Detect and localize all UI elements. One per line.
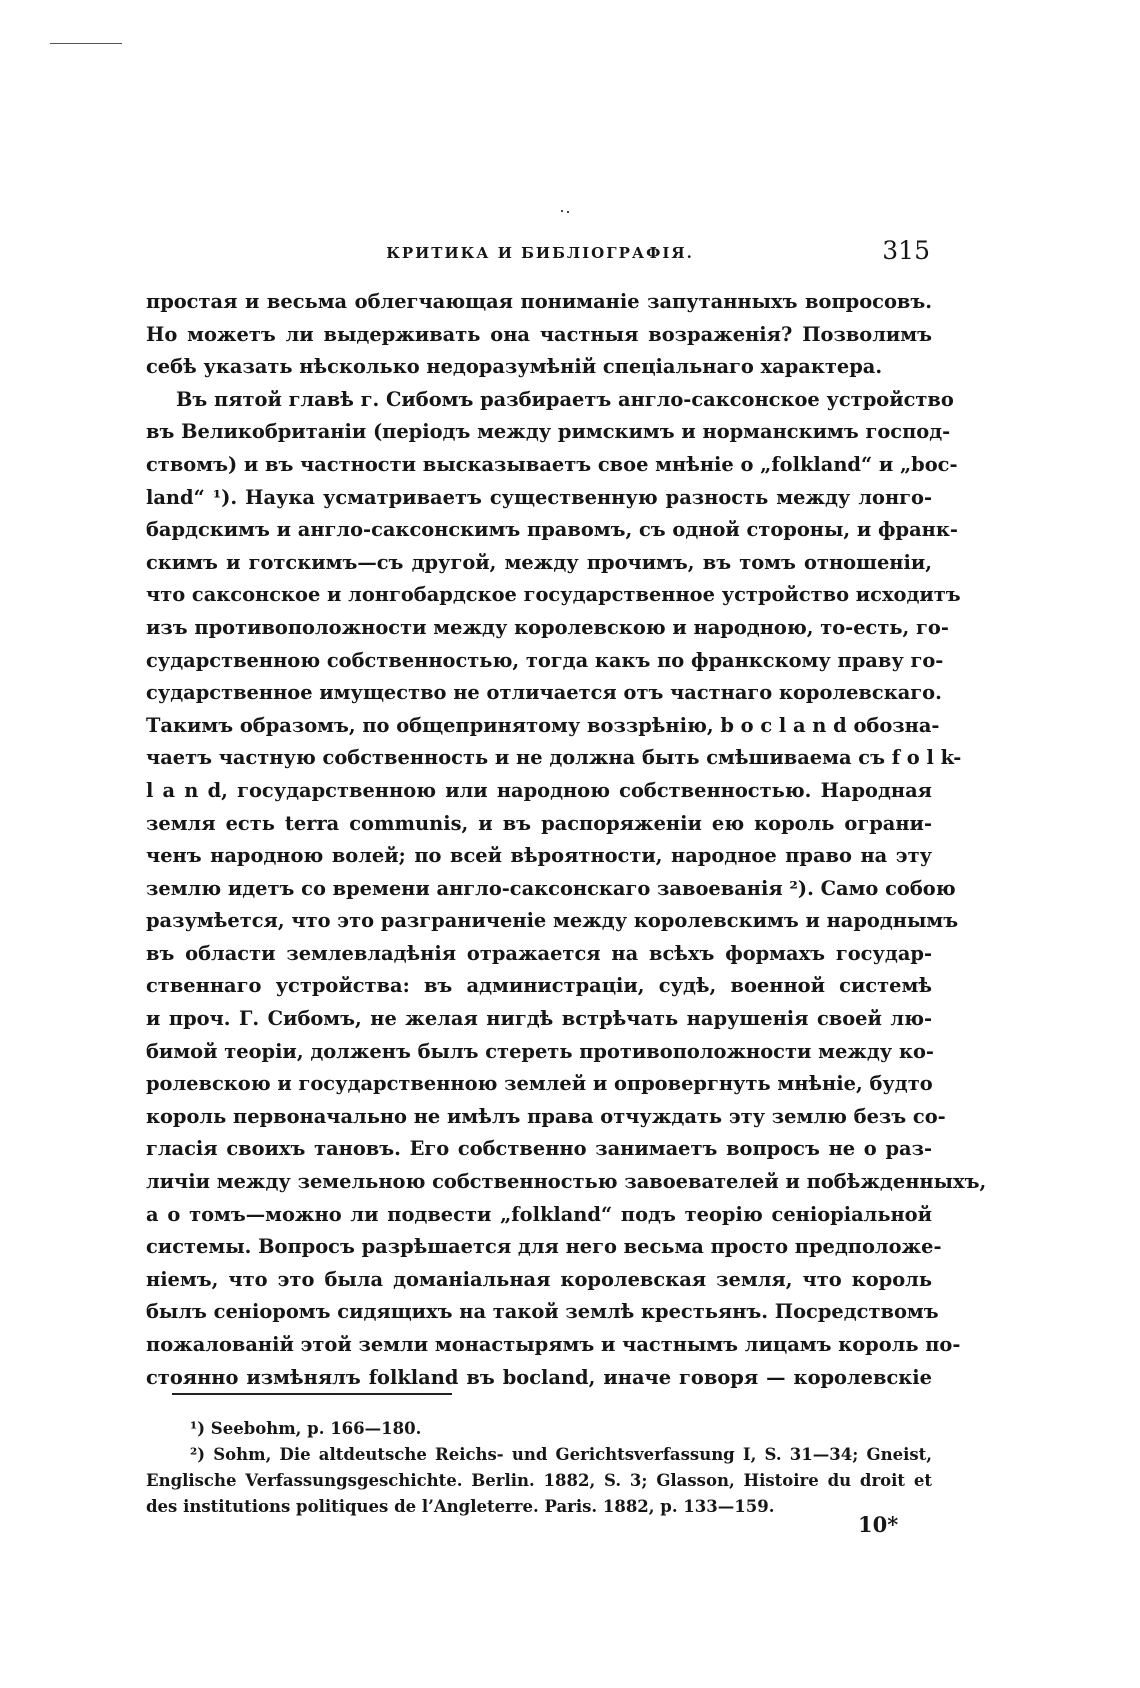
text-line: что саксонское и лонгобардское государственное устройство исходитъ	[146, 583, 961, 607]
running-header	[150, 236, 930, 268]
text-line: изъ противоположности между королевскою и народною, то-есть, го-	[146, 615, 949, 639]
top-margin-rule	[50, 43, 122, 44]
running-title: КРИТИКА И БИБЛІОГРАФІЯ.	[386, 244, 694, 262]
text-line: разумѣется, что это разграниченіе между королевскимъ и народнымъ	[146, 909, 959, 933]
text-line: простая и весьма облегчающая пониманіе запутанныхъ вопросовъ.	[146, 290, 932, 313]
footnote-2-line: Englische Verfassungsgeschichte. Berlin. 1882, S. 3; Glasson, Histoire du droit et	[146, 1471, 932, 1490]
text-line: ролевскою и государственною землей и опровергнуть мнѣніе, будто	[146, 1072, 933, 1096]
text-line: l a n d, государственною или народною собственностью. Народная	[146, 778, 932, 802]
text-line: ніемъ, что это была доманіальная королевская земля, что король	[146, 1267, 932, 1291]
text-line: въ Великобританіи (періодъ между римскимъ и норманскимъ господ-	[146, 420, 951, 444]
text-line: land“ ¹). Наука усматриваетъ существенную разность между лонго-	[146, 485, 932, 509]
text-line: бардскимъ и англо-саксонскимъ правомъ, съ одной стороны, и франк-	[146, 518, 958, 542]
text-line: чаетъ частную собственность и не должна быть смѣшиваема съ f o l k-	[146, 746, 962, 770]
text-line: себѣ указать нѣсколько недоразумѣній спеціальнаго характера.	[146, 355, 883, 379]
print-speck	[567, 211, 569, 213]
text-line: стоянно измѣнялъ folkland въ bocland, иначе говоря — королевскіе	[146, 1365, 932, 1389]
text-line: ствомъ) и въ частности высказываетъ свое мнѣніе о „folkland“ и „boc-	[146, 452, 958, 476]
text-line: сударственное имущество не отличается отъ частнаго королевскаго.	[146, 681, 942, 705]
text-line: сударственною собственностью, тогда какъ по франкскому праву го-	[146, 648, 944, 672]
text-line: скимъ и готскимъ—съ другой, между прочимъ, въ томъ отношеніи,	[146, 550, 932, 574]
text-line: Такимъ образомъ, по общепринятому воззрѣнію, b o c l a n d обозна-	[146, 713, 940, 737]
text-line: бимой теоріи, долженъ былъ стереть противоположности между ко-	[146, 1039, 934, 1063]
footnote-2-line: des institutions politiques de l’Angleterre. Paris. 1882, p. 133—159.	[146, 1497, 775, 1516]
text-line: король первоначально не имѣлъ права отчуждать эту землю безъ со-	[146, 1104, 946, 1128]
text-line: и проч. Г. Сибомъ, не желая нигдѣ встрѣчать нарушенія своей лю-	[146, 1007, 932, 1031]
footnote-1: ¹) Seebohm, p. 166—180.	[190, 1419, 422, 1438]
text-line: Но можетъ ли выдерживать она частныя возраженія? Позволимъ	[146, 322, 932, 346]
text-line: пожалованій этой земли монастырямъ и частнымъ лицамъ король по-	[146, 1333, 961, 1356]
text-line: ченъ народною волей; по всей вѣроятности, народное право на эту	[146, 844, 932, 868]
text-line: земля есть terra communis, и въ распоряженіи ею король ограни-	[146, 811, 932, 835]
main-text	[146, 286, 987, 1394]
text-line: былъ сеніоромъ сидящихъ на такой землѣ крестьянъ. Посредствомъ	[146, 1300, 939, 1324]
text-line: ственнаго устройства: въ администраціи, судѣ, военной системѣ	[146, 974, 932, 998]
text-line: личіи между земельною собственностью завоевателей и побѣжденныхъ,	[146, 1170, 987, 1194]
footnote-separator	[172, 1393, 452, 1395]
text-line: гласія своихъ тановъ. Его собственно занимаетъ вопросъ не о раз-	[146, 1137, 932, 1161]
signature-mark: 10*	[858, 1512, 899, 1537]
text-line: Въ пятой главѣ г. Сибомъ разбираетъ англо-саксонское устройство	[176, 387, 954, 411]
text-line: въ области землевладѣнія отражается на всѣхъ формахъ государ-	[146, 941, 932, 965]
footnote-2-line: ²) Sohm, Die altdeutsche Reichs- und Gerichtsverfassung I, S. 31—34; Gneist,	[190, 1445, 932, 1464]
text-line: системы. Вопросъ разрѣшается для него весьма просто предположе-	[146, 1235, 942, 1259]
text-line: землю идетъ со времени англо-саксонскаго завоеванія ²). Само собою	[146, 876, 956, 900]
print-speck	[561, 210, 563, 212]
page-number: 315	[882, 236, 930, 265]
footnotes	[146, 1416, 932, 1520]
text-line: а о томъ—можно ли подвести „folkland“ подъ теорію сеніоріальной	[146, 1202, 932, 1226]
